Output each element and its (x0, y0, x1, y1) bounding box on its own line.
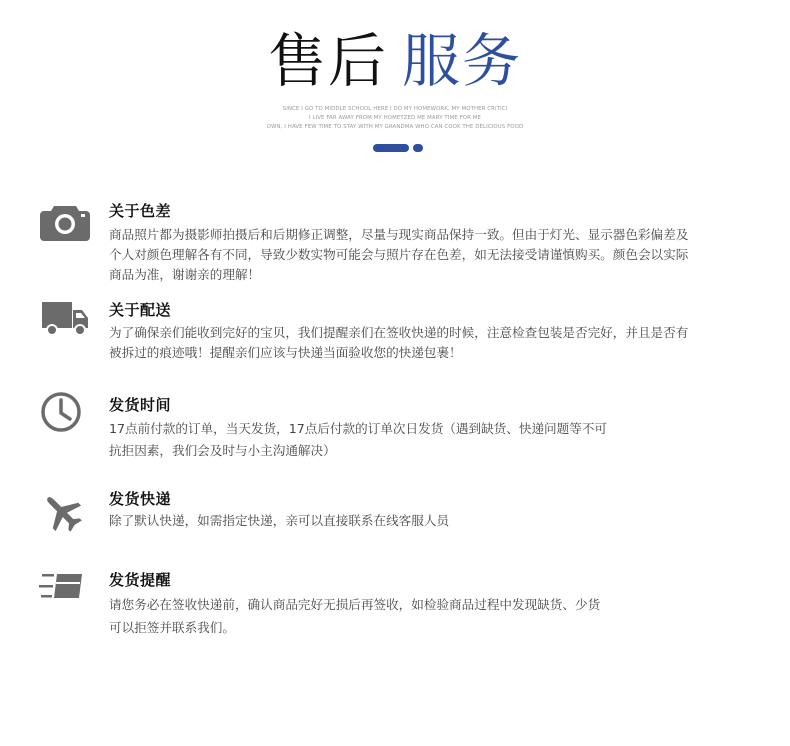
text-line: 为了确保亲们能收到完好的宝贝，我们提醒亲们在签收快递的时候，注意检查包装是否完好，并且是否有 (109, 325, 689, 340)
title-part-black: 售后 (267, 27, 388, 95)
text-line: 请您务必在签收快递前，确认商品完好无损后再签收，如检验商品过程中发现缺货、少货 (109, 597, 601, 612)
divider-bar (373, 144, 409, 152)
text-line: 17点前付款的订单，当天发货，17点后付款的订单次日发货（遇到缺货、快递问题等不可 (109, 421, 608, 436)
section-text (109, 225, 688, 285)
subtext-line: OWN, I HAVE FEW TIME TO STAY WITH MY GRANDMA WHO CAN COOK THE DELICIOUS FOOD (266, 124, 524, 130)
decorative-english-text (0, 105, 790, 132)
section-text (109, 323, 688, 363)
section-title: 发货提醒 (109, 571, 172, 589)
fast-package-icon (38, 566, 92, 616)
text-line: 除了默认快递，如需指定快递，亲可以直接联系在线客服人员 (109, 513, 450, 528)
airplane-icon (38, 488, 92, 538)
title-part-blue: 服务 (402, 27, 523, 95)
section-text (109, 418, 607, 462)
section-text (109, 593, 600, 639)
section-text (109, 511, 449, 531)
section-title: 关于色差 (109, 202, 172, 220)
section-title: 发货快递 (109, 490, 172, 508)
text-line: 可以拒签并联系我们。 (109, 620, 235, 635)
text-line: 商品照片都为摄影师拍摄后和后期修正调整，尽量与现实商品保持一致。但由于灯光、显示器色彩偏差及 (109, 227, 689, 242)
section-title: 关于配送 (109, 301, 172, 319)
page-title (0, 28, 790, 94)
text-line: 商品为准，谢谢亲的理解！ (109, 267, 261, 282)
camera-icon (38, 200, 92, 250)
truck-icon (38, 296, 92, 346)
subtext-line: I LIVE FAR AWAY FROM MY HOMETZED ME MARY TIME FOR ME (308, 115, 482, 121)
subtext-line: SINCE I GO TO MIDDLE SCHOOL HERE I DO MY HOMEWORK, MY MOTHER CRITICI (282, 106, 508, 112)
text-line: 被拆过的痕迹哦！提醒亲们应该与快递当面验收您的快递包裹！ (109, 345, 462, 360)
clock-icon (38, 388, 92, 438)
section-title: 发货时间 (109, 396, 172, 414)
text-line: 个人对颜色理解各有不同，导致少数实物可能会与照片存在色差，如无法接受请谨慎购买。颜色会以实际 (109, 247, 689, 262)
text-line: 抗拒因素，我们会及时与小主沟通解决） (109, 443, 336, 458)
header (0, 0, 790, 160)
divider-dot (413, 144, 423, 152)
